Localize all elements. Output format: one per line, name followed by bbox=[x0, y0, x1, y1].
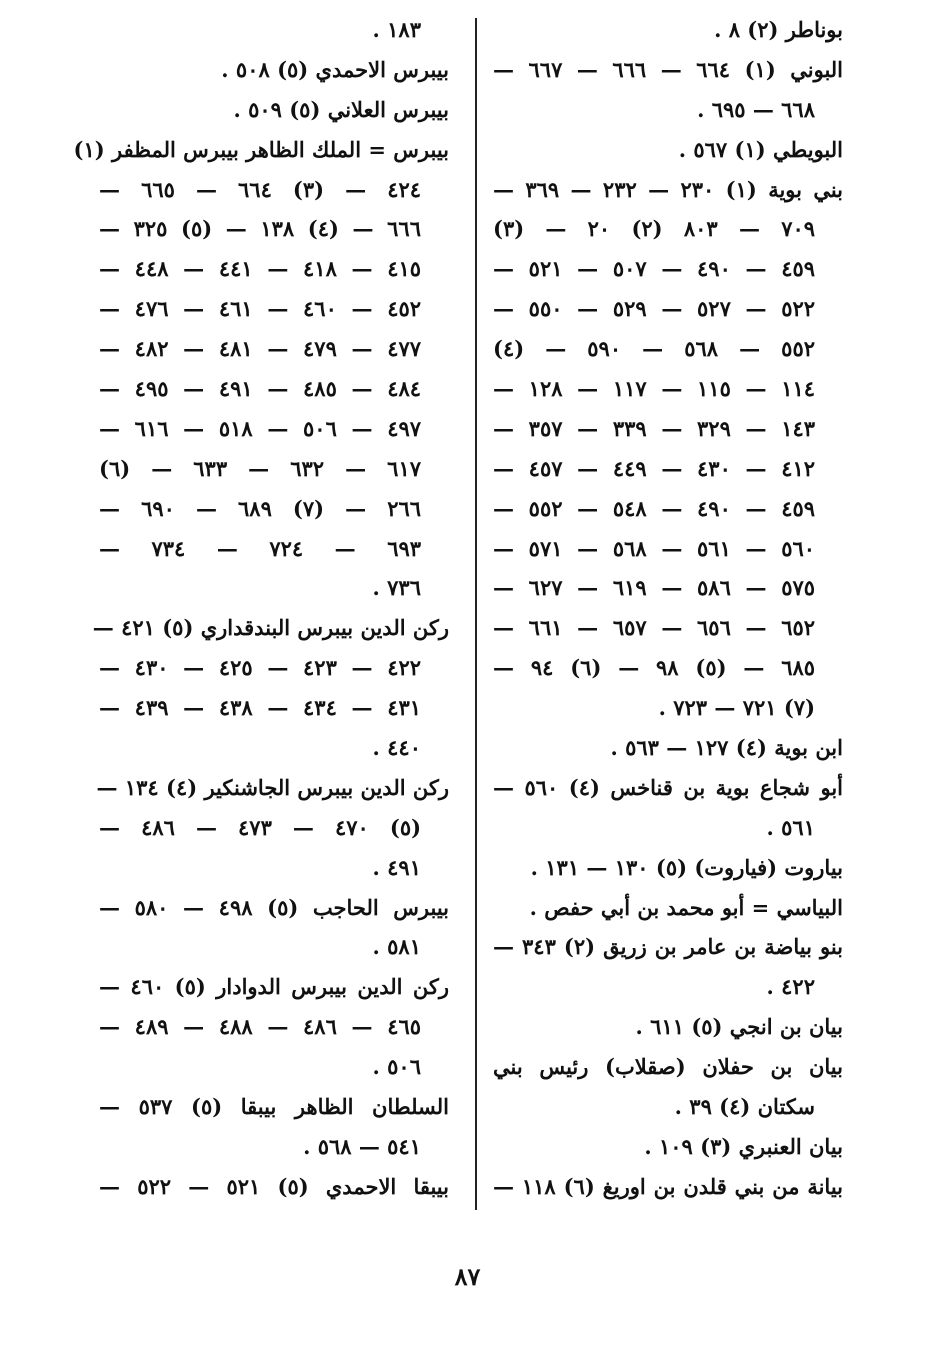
index-entry-line: (٥) ٤٧٠ — ٤٧٣ — ٤٨٦ — bbox=[99, 814, 422, 840]
index-entry-line: بيبرس الاحمدي (٥) ٥٠٨ . bbox=[221, 56, 449, 82]
index-entry-line: بيبرس الحاجب (٥) ٤٩٨ — ٥٨٠ — bbox=[99, 894, 450, 920]
index-entry-line: السلطان الظاهر بيبقا (٥) ٥٣٧ — bbox=[99, 1094, 449, 1120]
page-number: ٨٧ bbox=[454, 1262, 481, 1291]
index-entry-line: ركن الدين بيبرس البندقداري (٥) ٤٢١ — bbox=[92, 615, 449, 641]
index-entry-line: ٤٥٩ — ٤٩٠ — ٥٠٧ — ٥٢١ — bbox=[493, 256, 816, 282]
index-entry-line: ٥٠٦ . bbox=[372, 1054, 421, 1080]
index-entry-line: ٤٦٥ — ٤٨٦ — ٤٨٨ — ٤٨٩ — bbox=[99, 1014, 422, 1040]
index-entry-line: البياسي = أبو محمد بن أبي حفص . bbox=[529, 894, 843, 920]
index-entry-line: بيبقا الاحمدي (٥) ٥٢١ — ٥٢٢ — bbox=[99, 1173, 449, 1199]
index-entry-line: ٤٥٢ — ٤٦٠ — ٤٦١ — ٤٧٦ — bbox=[99, 296, 422, 322]
index-entry-line: ٥٥٢ — ٥٦٨ — ٥٩٠ — (٤) bbox=[493, 336, 816, 362]
index-entry-line: سكتان (٤) ٣٩ . bbox=[674, 1094, 815, 1120]
index-entry-line: البوني (١) ٦٦٤ — ٦٦٦ — ٦٦٧ — bbox=[493, 56, 844, 82]
index-entry-line: ٤٧٧ — ٤٧٩ — ٤٨١ — ٤٨٢ — bbox=[99, 336, 422, 362]
index-entry-line: ٥٦١ . bbox=[766, 814, 815, 840]
index-entry-line: ٤٨٤ — ٤٨٥ — ٤٩١ — ٤٩٥ — bbox=[99, 376, 422, 402]
index-entry-line: بنو بياضة بن عامر بن زريق (٢) ٣٤٣ — bbox=[493, 934, 843, 960]
index-entry-line: ٤٥٩ — ٤٩٠ — ٥٤٨ — ٥٥٢ — bbox=[493, 495, 816, 521]
index-entry-line: بيبرس = الملك الظاهر بيبرس المظفر (١) bbox=[73, 136, 449, 162]
index-entry-line: ٢٦٦ — (٧) ٦٨٩ — ٦٩٠ — bbox=[99, 495, 422, 521]
index-entry-line: ٥٤١ — ٥٦٨ . bbox=[303, 1133, 421, 1159]
index-entry-line: ٦٦٨ — ٦٩٥ . bbox=[697, 96, 815, 122]
index-entry-line: ٦٨٥ — (٥) ٩٨ — (٦) ٩٤ — bbox=[493, 655, 816, 681]
index-entry-line: ٧٣٦ . bbox=[372, 575, 421, 601]
index-column-left bbox=[73, 10, 450, 1207]
index-entry-line: ركن الدين بيبرس الجاشنكير (٤) ١٣٤ — bbox=[96, 774, 449, 800]
index-entry-line: بيانة من بني قلدن بن اوريغ (٦) ١١٨ — bbox=[493, 1173, 843, 1199]
index-entry-line: ٦١٧ — ٦٣٢ — ٦٣٣ — (٦) bbox=[99, 455, 422, 481]
index-entry-line: ٦٦٦ — (٤) ١٣٨ — (٥) ٣٢٥ — bbox=[99, 216, 421, 242]
index-entry-line: بيان العنبري (٣) ١٠٩ . bbox=[644, 1133, 843, 1159]
index-entry-line: بوناطر (٢) ٨ . bbox=[714, 17, 843, 42]
index-entry-line: ٤١٥ — ٤١٨ — ٤٤١ — ٤٤٨ — bbox=[99, 256, 422, 282]
column-divider bbox=[475, 18, 477, 1210]
index-entry-line: ٥٦٠ — ٥٦١ — ٥٦٨ — ٥٧١ — bbox=[493, 535, 816, 561]
index-entry-line: ٤٣١ — ٤٣٤ — ٤٣٨ — ٤٣٩ — bbox=[99, 695, 422, 721]
index-entry-line: ٥٧٥ — ٥٨٦ — ٦١٩ — ٦٢٧ — bbox=[493, 575, 816, 601]
index-entry-line: ١٤٣ — ٣٢٩ — ٣٣٩ — ٣٥٧ — bbox=[493, 415, 816, 441]
index-entry-line: (٧) ٧٢١ — ٧٢٣ . bbox=[658, 695, 815, 721]
index-entry-line: بياروت (فياروت) (٥) ١٣٠ — ١٣١ . bbox=[530, 854, 843, 880]
index-entry-line: ركن الدين بيبرس الدوادار (٥) ٤٦٠ — bbox=[99, 974, 450, 1000]
index-entry-line: ٤٢٤ — (٣) ٦٦٤ — ٦٦٥ — bbox=[99, 176, 422, 202]
index-entry-line: ٤١٢ — ٤٣٠ — ٤٤٩ — ٤٥٧ — bbox=[493, 455, 816, 481]
index-entry-line: بني بوية (١) ٢٣٠ — ٢٣٢ — ٣٦٩ — bbox=[493, 176, 844, 202]
index-entry-line: ٥٨١ . bbox=[372, 934, 421, 960]
index-entry-line: بيبرس العلاني (٥) ٥٠٩ . bbox=[233, 96, 449, 122]
index-entry-line: ابن بوية (٤) ١٢٧ — ٥٦٣ . bbox=[610, 735, 843, 761]
index-entry-line: ١١٤ — ١١٥ — ١١٧ — ١٢٨ — bbox=[493, 376, 816, 402]
index-entry-line: بيان بن انجي (٥) ٦١١ . bbox=[635, 1014, 843, 1040]
index-entry-line: ٤٩١ . bbox=[372, 854, 421, 880]
index-entry-line: ٦٩٣ — ٧٢٤ — ٧٣٤ — bbox=[99, 535, 422, 561]
index-entry-line: البويطي (١) ٥٦٧ . bbox=[678, 136, 843, 162]
index-entry-line: ٤٩٧ — ٥٠٦ — ٥١٨ — ٦١٦ — bbox=[99, 415, 422, 441]
index-entry-line: ٤٢٢ — ٤٢٣ — ٤٢٥ — ٤٣٠ — bbox=[99, 655, 422, 681]
index-entry-line: ٤٤٠ . bbox=[372, 735, 421, 761]
index-entry-line: بيان بن حفلان (صقلاب) رئيس بني bbox=[493, 1054, 843, 1080]
index-entry-line: ٦٥٢ — ٦٥٦ — ٦٥٧ — ٦٦١ — bbox=[493, 615, 816, 641]
index-entry-line: ١٨٣ . bbox=[372, 17, 421, 42]
index-entry-line: ٤٢٢ . bbox=[766, 974, 815, 1000]
index-entry-line: ٥٢٢ — ٥٢٧ — ٥٢٩ — ٥٥٠ — bbox=[493, 296, 816, 322]
index-entry-line: ٧٠٩ — ٨٠٣ (٢) ٢٠ — (٣) bbox=[493, 216, 816, 242]
index-column-right bbox=[493, 10, 843, 1207]
index-entry-line: أبو شجاع بوية بن قناخس (٤) ٥٦٠ — bbox=[493, 774, 844, 800]
